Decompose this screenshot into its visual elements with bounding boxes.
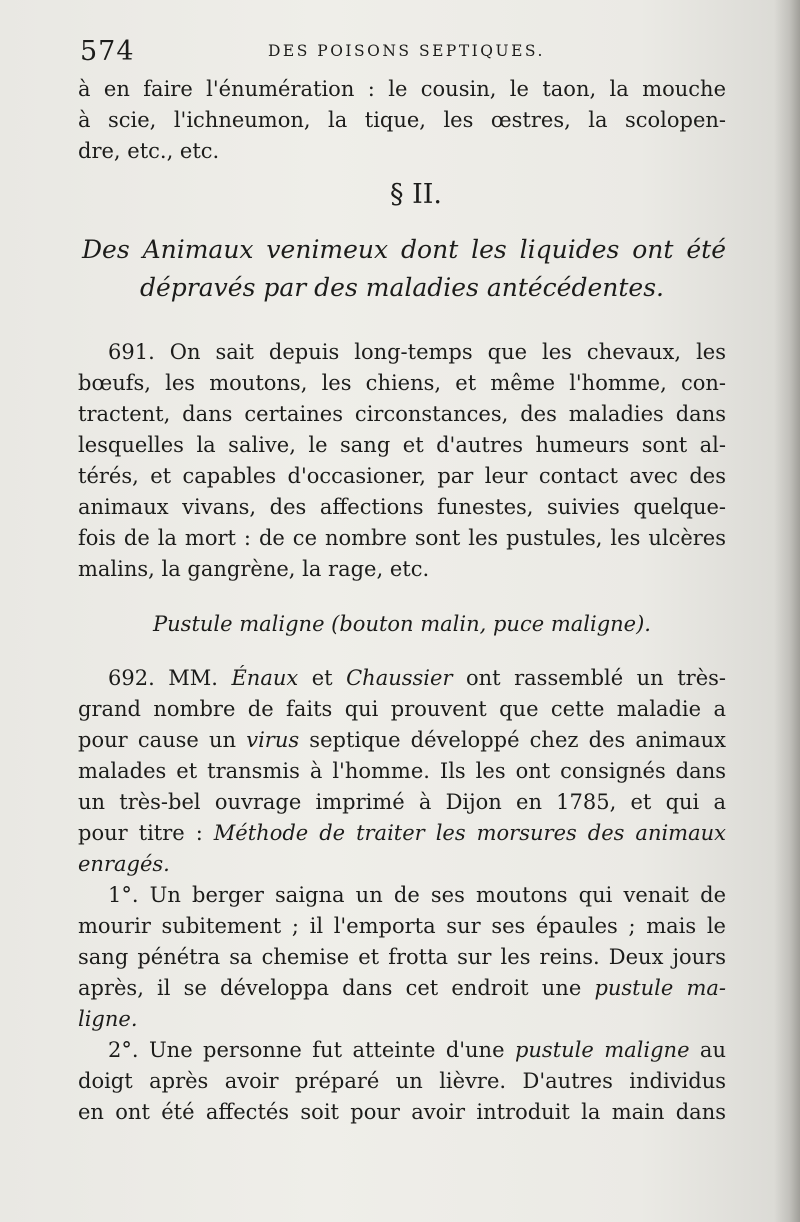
text-line: ligne. bbox=[78, 1007, 138, 1031]
paragraph-691 bbox=[78, 337, 726, 585]
section-title bbox=[78, 231, 726, 307]
text-line: à scie, l'ichneumon, la tique, les œstres, la scolopen- bbox=[78, 108, 726, 132]
text-line: mourir subitement ; il l'emporta sur ses épaules ; mais le bbox=[78, 914, 726, 938]
item-2 bbox=[78, 1035, 726, 1128]
section-mark: § II. bbox=[390, 179, 442, 210]
text-line: à en faire l'énumération : le cousin, le taon, la mouche bbox=[78, 77, 726, 101]
text-line: bœufs, les moutons, les chiens, et même l'homme, con- bbox=[78, 371, 726, 395]
subsection-title: Pustule maligne (bouton malin, puce maligne). bbox=[153, 612, 651, 636]
text-line: tractent, dans certaines circonstances, des maladies dans bbox=[78, 402, 726, 426]
text-line: fois de la mort : de ce nombre sont les pustules, les ulcères bbox=[78, 526, 726, 550]
text-line: en ont été affectés soit pour avoir introduit la main dans bbox=[78, 1100, 726, 1124]
text-line: malades et transmis à l'homme. Ils les ont consignés dans bbox=[78, 759, 726, 783]
text-line: lesquelles la salive, le sang et d'autres humeurs sont al- bbox=[78, 433, 726, 457]
text-line: un très-bel ouvrage imprimé à Dijon en 1785, et qui a bbox=[78, 790, 726, 814]
text-line: 691. On sait depuis long-temps que les chevaux, les bbox=[108, 340, 726, 364]
page-header bbox=[78, 30, 726, 74]
running-title: DES POISONS SEPTIQUES. bbox=[268, 42, 545, 60]
paragraph-692 bbox=[78, 663, 726, 880]
page-number: 574 bbox=[80, 36, 135, 67]
section-title-line: Des Animaux venimeux dont les liquides ont été bbox=[82, 235, 726, 264]
text-line: animaux vivans, des affections funestes, suivies quelque- bbox=[78, 495, 726, 519]
text-line: 2°. Une personne fut atteinte d'une pustule maligne au bbox=[108, 1038, 726, 1062]
text-line: enragés. bbox=[78, 852, 170, 876]
page-edge-shadow bbox=[774, 0, 800, 1222]
text-line: 692. MM. Énaux et Chaussier ont rassemblé un très- bbox=[108, 666, 726, 690]
continuation-text bbox=[78, 74, 726, 167]
text-line: après, il se développa dans cet endroit une pustule ma- bbox=[78, 976, 726, 1000]
text-line: pour cause un virus septique développé chez des animaux bbox=[78, 728, 726, 752]
section-title-line: dépravés par des maladies antécédentes. bbox=[140, 273, 664, 302]
item-1 bbox=[78, 880, 726, 1035]
text-line: térés, et capables d'occasioner, par leur contact avec des bbox=[78, 464, 726, 488]
text-line: doigt après avoir préparé un lièvre. D'autres individus bbox=[78, 1069, 726, 1093]
text-line: pour titre : Méthode de traiter les morsures des animaux bbox=[78, 821, 726, 845]
text-line: sang pénétra sa chemise et frotta sur les reins. Deux jours bbox=[78, 945, 726, 969]
text-line: 1°. Un berger saigna un de ses moutons qui venait de bbox=[108, 883, 726, 907]
text-line: grand nombre de faits qui prouvent que cette maladie a bbox=[78, 697, 726, 721]
page-text bbox=[78, 30, 726, 1128]
text-line: dre, etc., etc. bbox=[78, 139, 220, 163]
text-line: malins, la gangrène, la rage, etc. bbox=[78, 557, 430, 581]
